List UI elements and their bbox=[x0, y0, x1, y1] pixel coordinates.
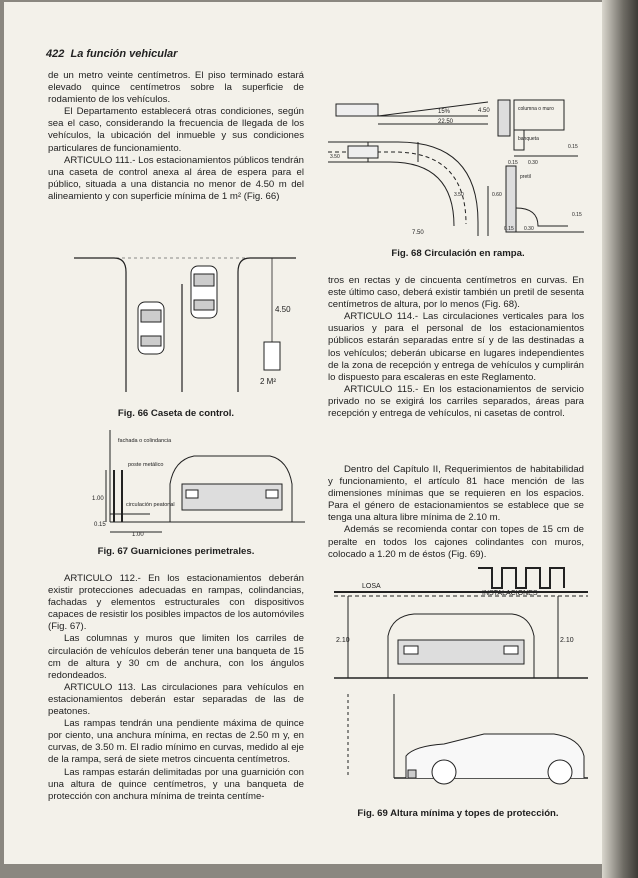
r750-label: 7.50 bbox=[412, 230, 424, 236]
w015b-label: 0.15 bbox=[508, 160, 518, 166]
figure-66-drawing bbox=[74, 244, 314, 392]
w350-label: 3.50 bbox=[330, 154, 340, 160]
r350-label: 3.50 bbox=[454, 192, 464, 198]
losa-label: LOSA bbox=[362, 583, 381, 590]
paragraph: Las columnas y muros que limiten los carriles de circulación de vehículos deberán tener una banqueta de 15 cm de altura y 30 cm de anchura, con los ángulos redondeados. bbox=[48, 633, 304, 681]
chapter-title: La función vehicular bbox=[70, 48, 178, 60]
paragraph: ARTICULO 113. Las circulaciones para vehículos en estacionamientos deberán estar separadas de las de peatones. bbox=[48, 681, 304, 718]
right-text-top bbox=[328, 275, 584, 420]
h450-label: 4.50 bbox=[478, 108, 490, 114]
area-label: 2 M² bbox=[260, 377, 276, 386]
paragraph: Además se recomienda contar con topes de 15 cm de peralte en todos los cajones colindantes con muros, colocado a 1.20 m de éstos (Fig. 69). bbox=[328, 524, 584, 560]
figure-67-caption: Fig. 67 Guarniciones perimetrales. bbox=[97, 546, 255, 557]
figure-66-caption: Fig. 66 Caseta de control. bbox=[117, 408, 235, 419]
instalaciones-label: INSTALACIONES bbox=[482, 590, 538, 597]
h210-left-label: 2.10 bbox=[336, 637, 350, 644]
dim-label: 4.50 bbox=[275, 305, 291, 314]
w015c-label: 0.15 bbox=[504, 226, 514, 232]
paragraph: tros en rectas y de cincuenta centímetros en curvas. En este último caso, deberá existir también un pretil de sesenta centímetros de altura, por lo menos (Fig. 68). bbox=[328, 275, 584, 311]
height-label: 1.00 bbox=[92, 496, 104, 502]
paragraph: Las rampas tendrán una pendiente máxima de quince por ciento, una anchura mínima, en rectas de 2.50 m y, en curvas, de 3.50 m. El radio mínimo en curvas, medido al eje de la rampa, será de siete metros cincuenta centímetros. bbox=[48, 718, 304, 766]
right-text-mid bbox=[328, 464, 584, 561]
h210-right-label: 2.10 bbox=[560, 637, 574, 644]
pretil-label: pretil bbox=[520, 174, 531, 180]
w030-label: 0.30 bbox=[528, 160, 538, 166]
poste-label: poste metálico bbox=[128, 462, 164, 468]
circulacion-label: circulación peatonal bbox=[126, 502, 175, 508]
h060-label: 0.60 bbox=[492, 192, 502, 198]
book-spine-shadow bbox=[602, 0, 638, 878]
paragraph: ARTICULO 112.- En los estacionamientos deberán existir protecciones adecuadas en rampas, colindancias, fachadas y elementos estructurales con dispositivos capaces de resistir los posibles impactos de los automóviles (Fig. 67). bbox=[48, 573, 304, 633]
paragraph: ARTICULO 115.- En los estacionamientos de servicio privado no se exigirá los carriles separados, áreas para recepción y entrega de vehículos, ni casetas de control. bbox=[328, 383, 584, 420]
running-header bbox=[46, 48, 177, 60]
figure-68-drawing bbox=[328, 96, 590, 236]
h015-label: 0.15 bbox=[568, 144, 578, 150]
curb-label: 0.15 bbox=[94, 522, 106, 528]
left-text-bottom bbox=[48, 573, 304, 803]
left-text-top bbox=[48, 70, 304, 203]
paragraph: de un metro veinte centímetros. El piso terminado estará elevado quince centímetros sobre la superficie de rodamiento de los vehículos. bbox=[48, 70, 304, 106]
figure-69-drawing bbox=[334, 566, 588, 798]
paragraph: Dentro del Capítulo II, Requerimientos de habitabilidad y funcionamiento, el artículo 81 hace mención de las dimensiones mínimas que se requieren en los espacios. Para el género de estacionamientos se establece que se tenga una altura libre mínima de 2.10 m. bbox=[328, 464, 584, 524]
columna-label: columna o muro bbox=[518, 106, 554, 112]
width-label: 1.00 bbox=[132, 532, 144, 538]
banqueta-label: banqueta bbox=[518, 136, 539, 142]
page-number: 422 bbox=[46, 48, 65, 60]
paragraph: ARTICULO 111.- Los estacionamientos públicos tendrán una caseta de control anexa al área de espera para el público, situada a una distancia no menor de 4.50 m del alineamiento y con superficie mínima de 1 m² (Fig. 66) bbox=[48, 154, 304, 202]
fachada-label: fachada o colindancia bbox=[118, 438, 172, 444]
slope-label: 15% bbox=[438, 109, 451, 115]
paragraph: El Departamento establecerá otras condiciones, según sea el caso, considerando la frecuencia de llegada de los vehículos, la ubicación del inmueble y sus condiciones particulares de funcionamiento. bbox=[48, 106, 304, 154]
h015b-label: 0.15 bbox=[572, 212, 582, 218]
figure-69-caption: Fig. 69 Altura mínima y topes de protección. bbox=[357, 808, 559, 819]
w2250-label: 22.50 bbox=[438, 119, 454, 125]
paragraph: Las rampas estarán delimitadas por una guarnición con una altura de quince centímetros, y una banqueta de protección con anchura mínima de treinta centíme- bbox=[48, 766, 304, 802]
figure-68-caption: Fig. 68 Circulación en rampa. bbox=[391, 248, 525, 259]
figure-67-drawing bbox=[70, 430, 310, 538]
paragraph: ARTICULO 114.- Las circulaciones verticales para los usuarios y para el personal de los estacionamientos públicos estarán separadas entre sí y de las destinadas a los vehículos; deberán ubicarse en lugares independientes de la zona de recepción y entrega de vehículos y cumplirán lo dispuesto para escaleras en este Reglamento. bbox=[328, 311, 584, 383]
w030b-label: 0.30 bbox=[524, 226, 534, 232]
